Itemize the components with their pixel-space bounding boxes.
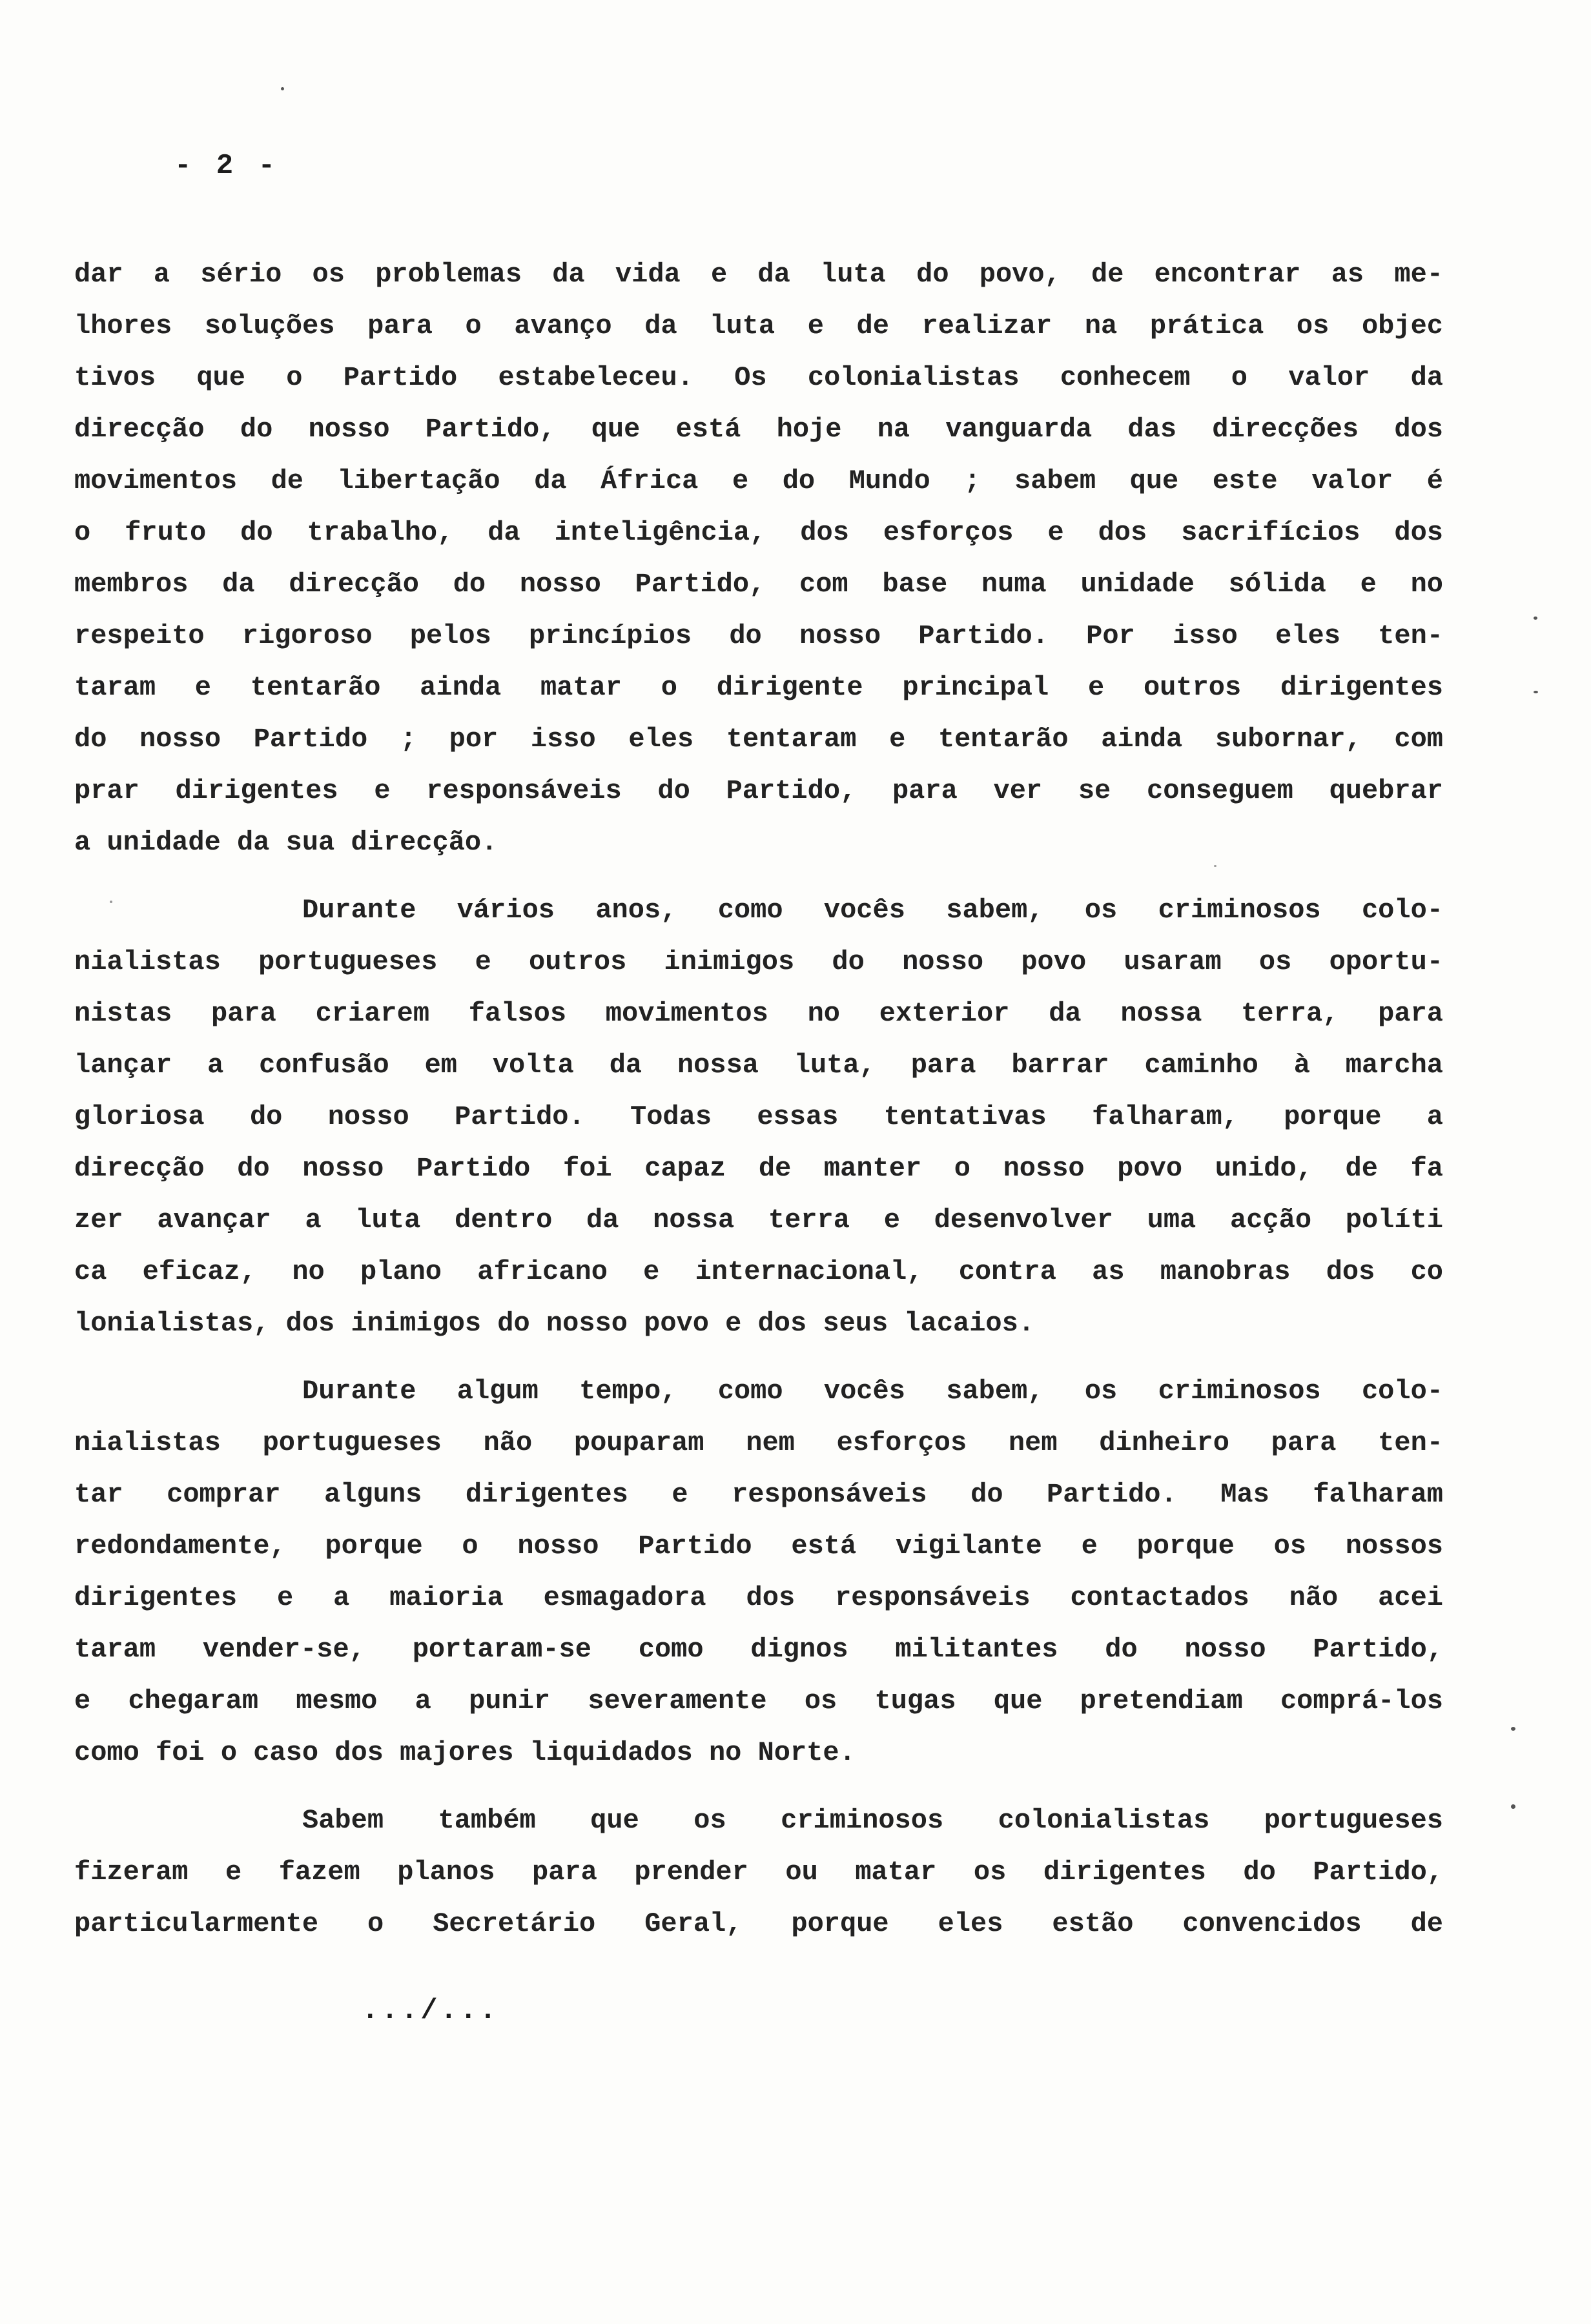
text-line: nialistas portugueses não pouparam nem esforços nem dinheiro para ten- (74, 1427, 1443, 1458)
text-line: tivos que o Partido estabeleceu. Os colonialistas conhecem o valor da (74, 362, 1443, 393)
scan-speck (281, 87, 284, 90)
scan-speck (1511, 1727, 1515, 1731)
continuation-marker: .../... (362, 1995, 499, 2027)
text-line: como foi o caso dos majores liquidados no Norte. (74, 1737, 856, 1768)
text-line: dar a sério os problemas da vida e da luta do povo, de encontrar as me- (74, 259, 1443, 290)
text-line: taram vender-se, portaram-se como dignos militantes do nosso Partido, (74, 1634, 1443, 1665)
text-line: gloriosa do nosso Partido. Todas essas tentativas falharam, porque a (74, 1101, 1443, 1132)
text-line: Sabem também que os criminosos colonialistas portugueses (302, 1805, 1443, 1836)
page-number: - 2 - (174, 150, 280, 182)
text-line: particularmente o Secretário Geral, porque eles estão convencidos de (74, 1908, 1443, 1939)
text-line: membros da direcção do nosso Partido, com base numa unidade sólida e no (74, 569, 1443, 600)
text-line: fizeram e fazem planos para prender ou matar os dirigentes do Partido, (74, 1857, 1443, 1888)
text-line: lançar a confusão em volta da nossa luta, para barrar caminho à marcha (74, 1050, 1443, 1081)
text-line: o fruto do trabalho, da inteligência, dos esforços e dos sacrifícios dos (74, 517, 1443, 548)
text-line: Durante vários anos, como vocês sabem, os criminosos colo- (302, 895, 1443, 926)
text-line: a unidade da sua direcção. (74, 827, 498, 858)
text-line: do nosso Partido ; por isso eles tentaram e tentarão ainda subornar, com (74, 724, 1443, 755)
scan-speck (110, 901, 112, 903)
scan-speck (1534, 691, 1538, 693)
text-line: nistas para criarem falsos movimentos no exterior da nossa terra, para (74, 998, 1443, 1029)
text-line: direcção do nosso Partido foi capaz de manter o nosso povo unido, de fa (74, 1153, 1443, 1184)
text-line: prar dirigentes e responsáveis do Partido, para ver se conseguem quebrar (74, 775, 1443, 806)
text-line: lonialistas, dos inimigos do nosso povo e dos seus lacaios. (74, 1308, 1035, 1339)
text-line: tar comprar alguns dirigentes e responsáveis do Partido. Mas falharam (74, 1479, 1443, 1510)
text-line: ca eficaz, no plano africano e internacional, contra as manobras dos co (74, 1256, 1443, 1287)
text-line: zer avançar a luta dentro da nossa terra e desenvolver uma acção políti (74, 1205, 1443, 1236)
text-line: lhores soluções para o avanço da luta e de realizar na prática os objec (74, 311, 1443, 341)
text-line: e chegaram mesmo a punir severamente os tugas que pretendiam comprá-los (74, 1686, 1443, 1717)
text-line: redondamente, porque o nosso Partido está vigilante e porque os nossos (74, 1531, 1443, 1562)
scan-speck (1511, 1804, 1515, 1809)
text-line: dirigentes e a maioria esmagadora dos responsáveis contactados não acei (74, 1582, 1443, 1613)
scan-speck (1214, 865, 1216, 867)
text-line: nialistas portugueses e outros inimigos do nosso povo usaram os oportu- (74, 946, 1443, 977)
text-line: Durante algum tempo, como vocês sabem, os criminosos colo- (302, 1376, 1443, 1407)
text-line: direcção do nosso Partido, que está hoje na vanguarda das direcções dos (74, 414, 1443, 445)
text-line: movimentos de libertação da África e do Mundo ; sabem que este valor é (74, 465, 1443, 496)
text-line: taram e tentarão ainda matar o dirigente principal e outros dirigentes (74, 672, 1443, 703)
text-line: respeito rigoroso pelos princípios do nosso Partido. Por isso eles ten- (74, 620, 1443, 651)
scan-speck (1534, 617, 1537, 620)
